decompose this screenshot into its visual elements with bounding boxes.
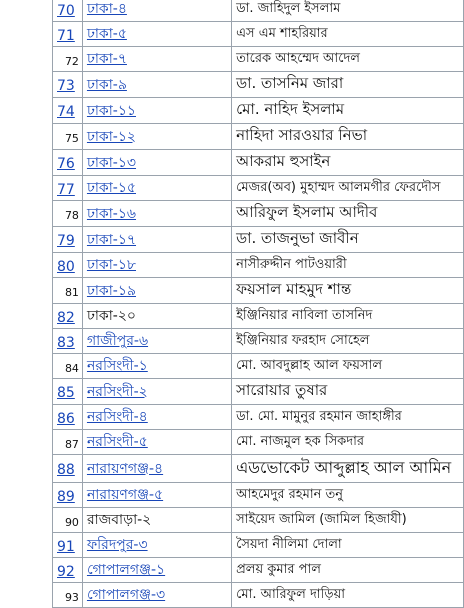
serial-link[interactable]: 83 xyxy=(57,334,75,351)
serial-cell xyxy=(53,304,83,329)
candidate-name: ডা. তাসনিম জারা xyxy=(232,72,464,98)
table-row xyxy=(53,22,464,47)
constituency-link[interactable]: নরসিংদী-১ xyxy=(86,358,148,374)
serial-number: 72 xyxy=(64,54,79,68)
serial-cell xyxy=(53,583,83,608)
candidate-name: ডা. জাহিদুল ইসলাম xyxy=(232,0,464,22)
serial-cell xyxy=(53,558,83,583)
candidate-name: ইঞ্জিনিয়ার ফরহাদ সোহেল xyxy=(232,329,464,354)
table-row xyxy=(53,329,464,354)
candidate-name: আকরাম হুসাইন xyxy=(232,150,464,176)
table-row xyxy=(53,508,464,533)
constituency-link[interactable]: ফরিদপুর-৩ xyxy=(86,537,148,553)
constituency-cell xyxy=(82,583,231,608)
table-row xyxy=(53,354,464,379)
serial-cell xyxy=(53,0,83,22)
table-row xyxy=(53,483,464,508)
table-row xyxy=(53,405,464,430)
serial-cell xyxy=(53,47,83,72)
table-row xyxy=(53,201,464,227)
constituency-cell xyxy=(82,379,231,405)
table-row xyxy=(53,47,464,72)
serial-link[interactable]: 76 xyxy=(57,156,75,172)
table-row xyxy=(53,558,464,583)
candidate-name: এস এম শাহরিয়ার xyxy=(232,22,464,47)
constituency-cell xyxy=(82,227,231,253)
serial-cell xyxy=(53,278,83,304)
candidate-name: ডা. তাজনুভা জাবীন xyxy=(232,227,464,253)
constituency-link[interactable]: ঢাকা-১৬ xyxy=(86,205,137,222)
candidate-name: ডা. মো. মামুনুর রহমান জাহাঙ্গীর xyxy=(232,405,464,430)
serial-cell xyxy=(53,253,83,278)
candidate-name: তারেক আহম্মেদ আদেল xyxy=(232,47,464,72)
serial-number: 87 xyxy=(64,437,79,451)
constituency-cell xyxy=(82,150,231,176)
serial-cell xyxy=(53,379,83,405)
table-row xyxy=(53,533,464,558)
serial-link[interactable]: 88 xyxy=(57,462,75,478)
constituency-cell xyxy=(82,47,231,72)
serial-cell xyxy=(53,227,83,253)
constituency-link[interactable]: ঢাকা-৯ xyxy=(86,76,127,93)
table-row xyxy=(53,455,464,483)
candidate-name: এডভোকেট আব্দুল্লাহ আল আমিন xyxy=(232,455,464,483)
serial-cell xyxy=(53,405,83,430)
candidate-name: মেজর(অব) মুহাম্মদ আলমগীর ফেরদৌস xyxy=(232,176,464,201)
constituency-cell xyxy=(82,0,231,22)
constituency-cell xyxy=(82,201,231,227)
table-row xyxy=(53,583,464,608)
serial-cell xyxy=(53,354,83,379)
constituency-table xyxy=(52,0,464,608)
serial-cell xyxy=(53,430,83,455)
candidate-name: প্রলয় কুমার পাল xyxy=(232,558,464,583)
serial-link[interactable]: 79 xyxy=(57,233,75,249)
serial-link[interactable]: 70 xyxy=(57,2,75,19)
table-row xyxy=(53,176,464,201)
serial-link[interactable]: 89 xyxy=(57,488,75,505)
constituency-link[interactable]: ঢাকা-৪ xyxy=(86,1,127,17)
constituency-cell xyxy=(82,98,231,124)
constituency-link[interactable]: গোপালগঞ্জ-১ xyxy=(86,562,166,578)
constituency-cell xyxy=(82,558,231,583)
serial-link[interactable]: 85 xyxy=(57,385,75,401)
candidate-name: মো. নাহিদ ইসলাম xyxy=(232,98,464,124)
serial-number: 90 xyxy=(64,515,79,529)
serial-number: 78 xyxy=(64,209,79,222)
candidate-name: সারোয়ার তুষার xyxy=(232,379,464,405)
constituency-cell xyxy=(82,253,231,278)
candidate-name: সাইয়েদ জামিল (জামিল হিজাযী) xyxy=(232,508,464,533)
serial-cell xyxy=(53,124,83,150)
constituency-cell xyxy=(82,508,231,533)
constituency-cell xyxy=(82,354,231,379)
constituency-link[interactable]: ঢাকা-১৯ xyxy=(86,282,136,299)
serial-number: 93 xyxy=(64,590,79,604)
table-row xyxy=(53,278,464,304)
table-row xyxy=(53,0,464,22)
serial-link[interactable]: 91 xyxy=(57,538,75,555)
candidate-name: মো. আবদুল্লাহ আল ফয়সাল xyxy=(232,354,464,379)
serial-cell xyxy=(53,533,83,558)
constituency-cell xyxy=(82,483,231,508)
serial-cell xyxy=(53,22,83,47)
table-row xyxy=(53,304,464,329)
table-row xyxy=(53,98,464,124)
constituency-cell xyxy=(82,176,231,201)
serial-link[interactable]: 80 xyxy=(57,258,75,275)
candidate-name: নাহিদা সারওয়ার নিভা xyxy=(232,124,464,150)
candidate-name: মো. আরিফুল দাড়িয়া xyxy=(232,583,464,608)
candidate-name: আহমেদুর রহমান তনু xyxy=(232,483,464,508)
constituency-link[interactable]: ঢাকা-৫ xyxy=(86,26,127,42)
serial-number: 75 xyxy=(64,132,79,145)
constituency-link[interactable]: নরসিংদী-২ xyxy=(86,383,148,400)
constituency-link[interactable]: ঢাকা-১৮ xyxy=(86,257,136,273)
candidate-name: ইঞ্জিনিয়ার নাবিলা তাসনিদ xyxy=(232,304,464,329)
table-row xyxy=(53,430,464,455)
constituency-cell xyxy=(82,304,231,329)
constituency-link[interactable]: ঢাকা-১৩ xyxy=(86,154,137,171)
constituency-link[interactable]: নরসিংদী-৪ xyxy=(86,409,148,425)
serial-cell xyxy=(53,508,83,533)
serial-number: 81 xyxy=(64,286,79,299)
serial-cell xyxy=(53,329,83,354)
constituency-link[interactable]: ঢাকা-১৫ xyxy=(86,180,136,196)
constituency-name: রাজবাড়া-২ xyxy=(86,512,152,528)
constituency-link[interactable]: ঢাকা-৭ xyxy=(86,51,127,67)
serial-number: 84 xyxy=(64,361,79,375)
constituency-link[interactable]: ঢাকা-১২ xyxy=(86,128,137,145)
serial-link[interactable]: 82 xyxy=(57,309,75,326)
constituency-cell xyxy=(82,22,231,47)
constituency-link[interactable]: নারায়ণগঞ্জ-৪ xyxy=(86,460,164,477)
candidate-name: ফয়সাল মাহমুদ শান্ত xyxy=(232,278,464,304)
candidate-name: আরিফুল ইসলাম আদীব xyxy=(232,201,464,227)
serial-cell xyxy=(53,201,83,227)
constituency-link[interactable]: গোপালগঞ্জ-৩ xyxy=(86,587,166,603)
constituency-cell xyxy=(82,455,231,483)
candidate-name: মো. নাজমুল হক সিকদার xyxy=(232,430,464,455)
table-row xyxy=(53,227,464,253)
serial-link[interactable]: 86 xyxy=(57,410,75,427)
constituency-cell xyxy=(82,533,231,558)
serial-cell xyxy=(53,72,83,98)
constituency-cell xyxy=(82,329,231,354)
constituency-link[interactable]: গাজীপুর-৬ xyxy=(86,333,149,349)
constituency-link[interactable]: নারায়ণগঞ্জ-৫ xyxy=(86,487,164,503)
table-body xyxy=(53,0,464,608)
serial-link[interactable]: 71 xyxy=(57,27,75,44)
constituency-cell xyxy=(82,405,231,430)
serial-cell xyxy=(53,98,83,124)
constituency-cell xyxy=(82,72,231,98)
constituency-cell xyxy=(82,278,231,304)
serial-link[interactable]: 92 xyxy=(57,563,75,580)
serial-cell xyxy=(53,176,83,201)
table-row xyxy=(53,124,464,150)
table-row xyxy=(53,253,464,278)
constituency-link[interactable]: ঢাকা-১৭ xyxy=(86,231,137,248)
serial-cell xyxy=(53,150,83,176)
candidate-name: সৈয়দা নীলিমা দোলা xyxy=(232,533,464,558)
candidate-name: নাসীরুদ্দীন পাটওয়ারী xyxy=(232,253,464,278)
serial-link[interactable]: 77 xyxy=(57,181,75,198)
constituency-link[interactable]: ঢাকা-১১ xyxy=(86,102,136,119)
constituency-cell xyxy=(82,124,231,150)
serial-link[interactable]: 73 xyxy=(57,78,75,94)
table-row xyxy=(53,150,464,176)
serial-cell xyxy=(53,483,83,508)
serial-link[interactable]: 74 xyxy=(57,104,75,120)
constituency-link[interactable]: নরসিংদী-৫ xyxy=(86,434,148,450)
table-row xyxy=(53,379,464,405)
constituency-name: ঢাকা-২০ xyxy=(86,308,137,324)
table-row xyxy=(53,72,464,98)
constituency-cell xyxy=(82,430,231,455)
serial-cell xyxy=(53,455,83,483)
